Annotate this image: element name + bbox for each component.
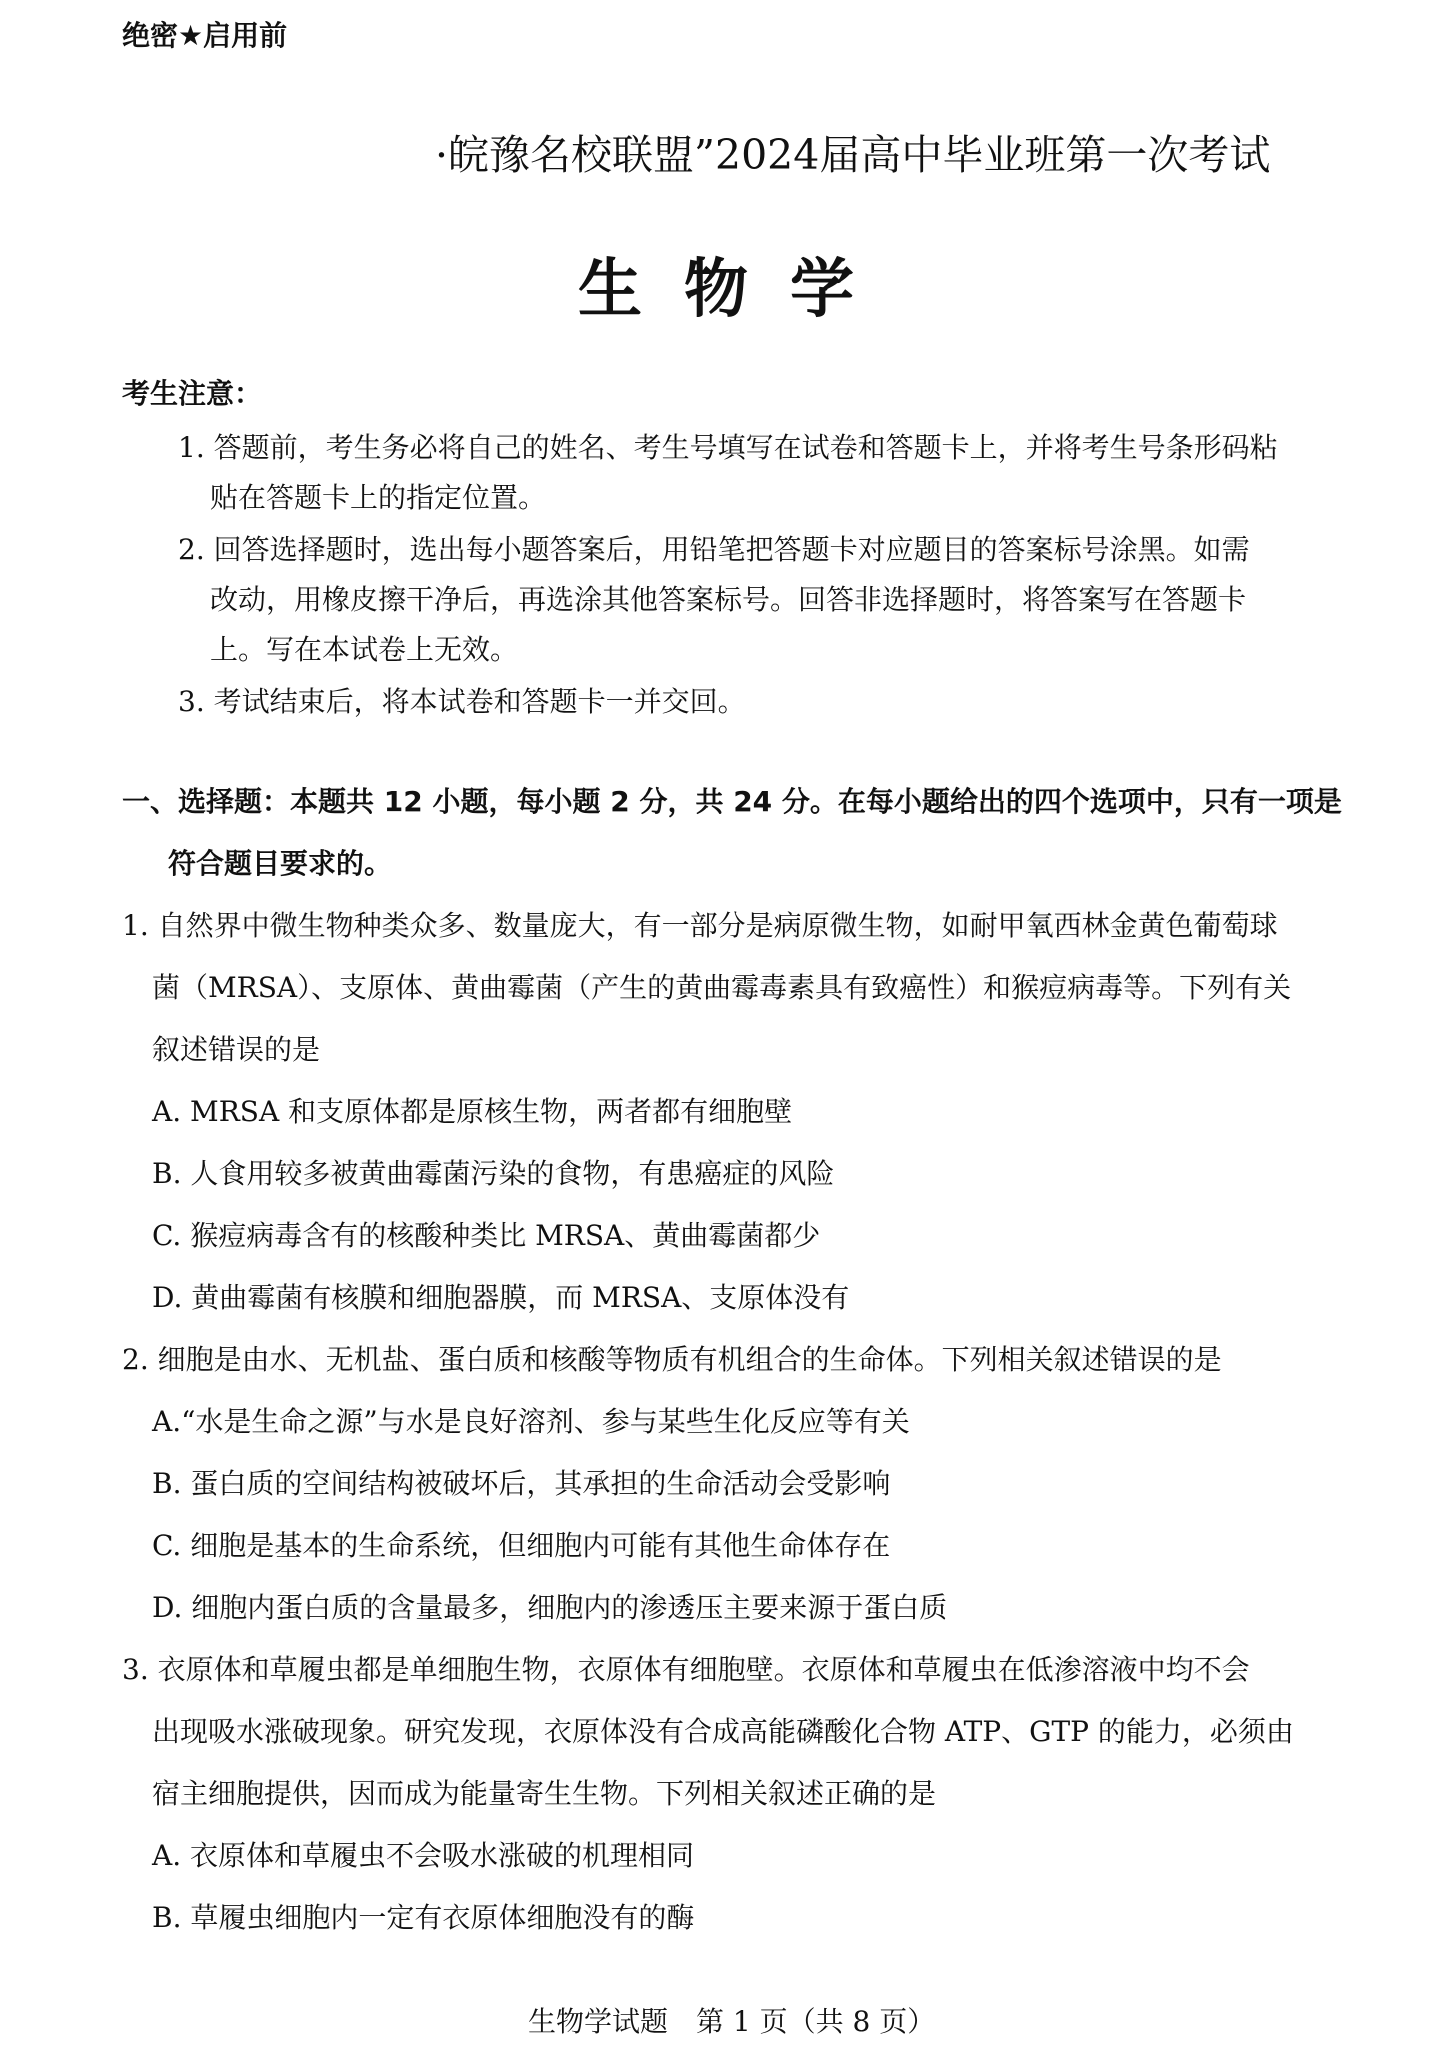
notice-heading: 考生注意： <box>122 377 263 410</box>
notice-line: 改动，用橡皮擦干净后，再选涂其他答案标号。回答非选择题时，将答案写在答题卡 <box>210 583 1247 616</box>
option-b: B. 人食用较多被黄曲霉菌污染的食物，有患癌症的风险 <box>152 1157 835 1190</box>
question-stem: 出现吸水涨破现象。研究发现，衣原体没有合成高能磷酸化合物 ATP、GTP 的能力，必须由 <box>152 1715 1294 1748</box>
option-a: A. MRSA 和支原体都是原核生物，两者都有细胞壁 <box>152 1095 793 1128</box>
option-c: C. 猴痘病毒含有的核酸种类比 MRSA、黄曲霉菌都少 <box>152 1219 821 1252</box>
question-stem: 宿主细胞提供，因而成为能量寄生生物。下列相关叙述正确的是 <box>152 1777 937 1810</box>
notice-line: 上。写在本试卷上无效。 <box>210 633 519 666</box>
section-heading-cont: 符合题目要求的。 <box>168 847 393 880</box>
notice-line: 3. 考试结束后，将本试卷和答题卡一并交回。 <box>178 685 746 718</box>
exam-title: ·皖豫名校联盟”2024届高中毕业班第一次考试 <box>435 131 1271 179</box>
question-stem: 菌（MRSA）、支原体、黄曲霉菌（产生的黄曲霉毒素具有致癌性）和猴痘病毒等。下列有关 <box>152 971 1292 1004</box>
option-b: B. 草履虫细胞内一定有衣原体细胞没有的酶 <box>152 1901 695 1934</box>
option-b: B. 蛋白质的空间结构被破坏后，其承担的生命活动会受影响 <box>152 1467 891 1500</box>
question-stem: 2. 细胞是由水、无机盐、蛋白质和核酸等物质有机组合的生命体。下列相关叙述错误的是 <box>122 1343 1222 1376</box>
notice-line: 2. 回答选择题时，选出每小题答案后，用铅笔把答题卡对应题目的答案标号涂黑。如需 <box>178 533 1250 566</box>
subject-title: 生物学 <box>578 253 896 327</box>
option-c: C. 细胞是基本的生命系统，但细胞内可能有其他生命体存在 <box>152 1529 891 1562</box>
option-d: D. 黄曲霉菌有核膜和细胞器膜，而 MRSA、支原体没有 <box>152 1281 850 1314</box>
option-a: A. 衣原体和草履虫不会吸水涨破的机理相同 <box>152 1839 695 1872</box>
option-a: A.“水是生命之源”与水是良好溶剂、参与某些生化反应等有关 <box>152 1405 910 1438</box>
notice-line: 1. 答题前，考生务必将自己的姓名、考生号填写在试卷和答题卡上，并将考生号条形码粘 <box>178 431 1278 464</box>
notice-line: 贴在答题卡上的指定位置。 <box>210 481 547 514</box>
option-d: D. 细胞内蛋白质的含量最多，细胞内的渗透压主要来源于蛋白质 <box>152 1591 948 1624</box>
question-stem: 1. 自然界中微生物种类众多、数量庞大，有一部分是病原微生物，如耐甲氧西林金黄色葡萄球 <box>122 909 1278 942</box>
section-heading: 一、选择题：本题共 12 小题，每小题 2 分，共 24 分。在每小题给出的四个选项中，只有一项是 <box>122 785 1342 818</box>
question-stem: 叙述错误的是 <box>152 1033 321 1066</box>
page-footer: 生物学试题 第 1 页（共 8 页） <box>528 2005 936 2038</box>
confidential-mark: 绝密★启用前 <box>122 19 288 52</box>
question-stem: 3. 衣原体和草履虫都是单细胞生物，衣原体有细胞壁。衣原体和草履虫在低渗溶液中均不会 <box>122 1653 1250 1686</box>
